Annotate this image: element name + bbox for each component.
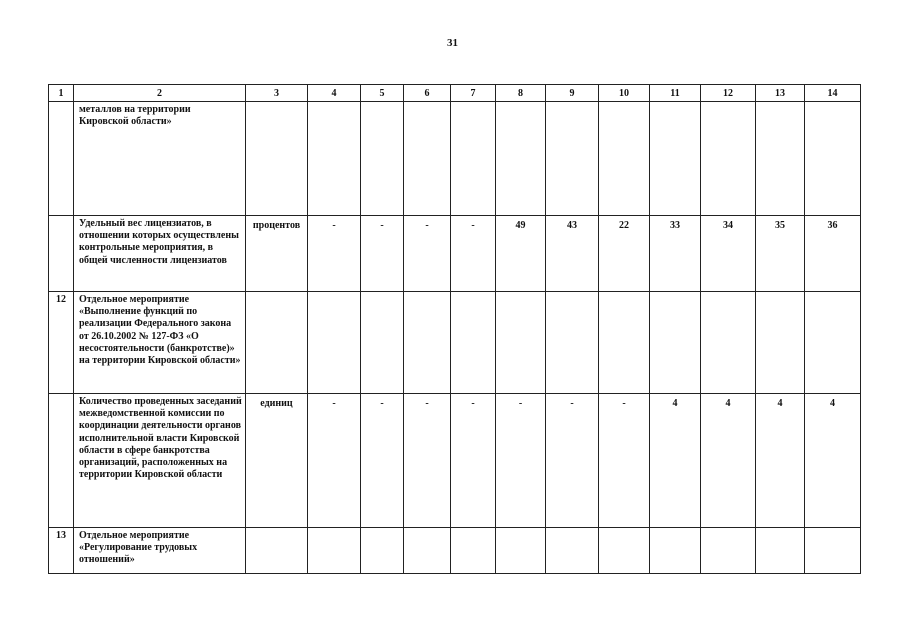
row-value: - [451, 394, 496, 528]
column-header: 2 [74, 85, 246, 102]
row-value [361, 528, 404, 574]
row-value: - [546, 394, 599, 528]
row-unit [246, 102, 308, 216]
row-value [805, 292, 861, 394]
row-value: - [496, 394, 546, 528]
row-unit [246, 292, 308, 394]
table-row [49, 528, 861, 574]
row-value [546, 292, 599, 394]
row-value [650, 292, 701, 394]
row-value [599, 528, 650, 574]
row-value [451, 292, 496, 394]
row-name: Количество проведенных заседаний межведомственной комиссии по координации деятельности органов исполнительной власти Кировской области в сфере банкротства организаций, расположенных на территории Кировской области [74, 394, 246, 528]
row-value: - [599, 394, 650, 528]
row-value: - [308, 216, 361, 292]
row-value [496, 102, 546, 216]
row-value [546, 102, 599, 216]
indicators-table [48, 84, 861, 574]
row-value: 43 [546, 216, 599, 292]
row-number [49, 394, 74, 528]
row-value: - [404, 216, 451, 292]
column-header: 12 [701, 85, 756, 102]
column-header: 13 [756, 85, 805, 102]
row-value: - [361, 216, 404, 292]
row-value [361, 292, 404, 394]
row-value [308, 292, 361, 394]
row-value [496, 528, 546, 574]
row-value [451, 102, 496, 216]
row-value: 34 [701, 216, 756, 292]
column-header: 14 [805, 85, 861, 102]
table-row [49, 292, 861, 394]
row-value [404, 528, 451, 574]
row-name: металлов на территории Кировской области» [74, 102, 246, 216]
row-unit [246, 528, 308, 574]
table-row [49, 394, 861, 528]
row-value: - [451, 216, 496, 292]
column-header: 4 [308, 85, 361, 102]
row-value [701, 292, 756, 394]
row-value [404, 292, 451, 394]
row-value [546, 528, 599, 574]
row-value: 4 [701, 394, 756, 528]
row-number: 13 [49, 528, 74, 574]
row-value [308, 528, 361, 574]
column-header: 8 [496, 85, 546, 102]
row-value: 33 [650, 216, 701, 292]
row-value [361, 102, 404, 216]
row-value [805, 102, 861, 216]
row-name: Удельный вес лицензиатов, в отношении которых осуществлены контрольные мероприятия, в общей численности лицензиатов [74, 216, 246, 292]
row-number [49, 216, 74, 292]
row-value [308, 102, 361, 216]
page-number: 31 [447, 37, 458, 49]
row-value [805, 528, 861, 574]
row-value [756, 528, 805, 574]
table-header-row [49, 85, 861, 102]
row-value: 4 [650, 394, 701, 528]
row-value: 35 [756, 216, 805, 292]
row-value [451, 528, 496, 574]
row-name: Отдельное мероприятие «Регулирование трудовых отношений» [74, 528, 246, 574]
row-value: 4 [805, 394, 861, 528]
row-name: Отдельное мероприятие «Выполнение функций по реализации Федерального закона от 26.10.2002 № 127-ФЗ «О несостоятельности (банкротстве)» на территории Кировской области» [74, 292, 246, 394]
row-value [599, 292, 650, 394]
column-header: 9 [546, 85, 599, 102]
row-value [650, 102, 701, 216]
column-header: 5 [361, 85, 404, 102]
row-value: - [404, 394, 451, 528]
column-header: 6 [404, 85, 451, 102]
row-value [650, 528, 701, 574]
row-number [49, 102, 74, 216]
row-value [701, 528, 756, 574]
row-value [756, 102, 805, 216]
row-value: - [361, 394, 404, 528]
row-value: - [308, 394, 361, 528]
row-value [404, 102, 451, 216]
table-row [49, 102, 861, 216]
row-value: 22 [599, 216, 650, 292]
table-row [49, 216, 861, 292]
row-value: 49 [496, 216, 546, 292]
column-header: 3 [246, 85, 308, 102]
row-value [701, 102, 756, 216]
row-value [496, 292, 546, 394]
column-header: 7 [451, 85, 496, 102]
column-header: 11 [650, 85, 701, 102]
row-number: 12 [49, 292, 74, 394]
row-unit: единиц [246, 394, 308, 528]
row-value [599, 102, 650, 216]
row-value: 4 [756, 394, 805, 528]
row-value: 36 [805, 216, 861, 292]
row-value [756, 292, 805, 394]
column-header: 10 [599, 85, 650, 102]
column-header: 1 [49, 85, 74, 102]
row-unit: процентов [246, 216, 308, 292]
